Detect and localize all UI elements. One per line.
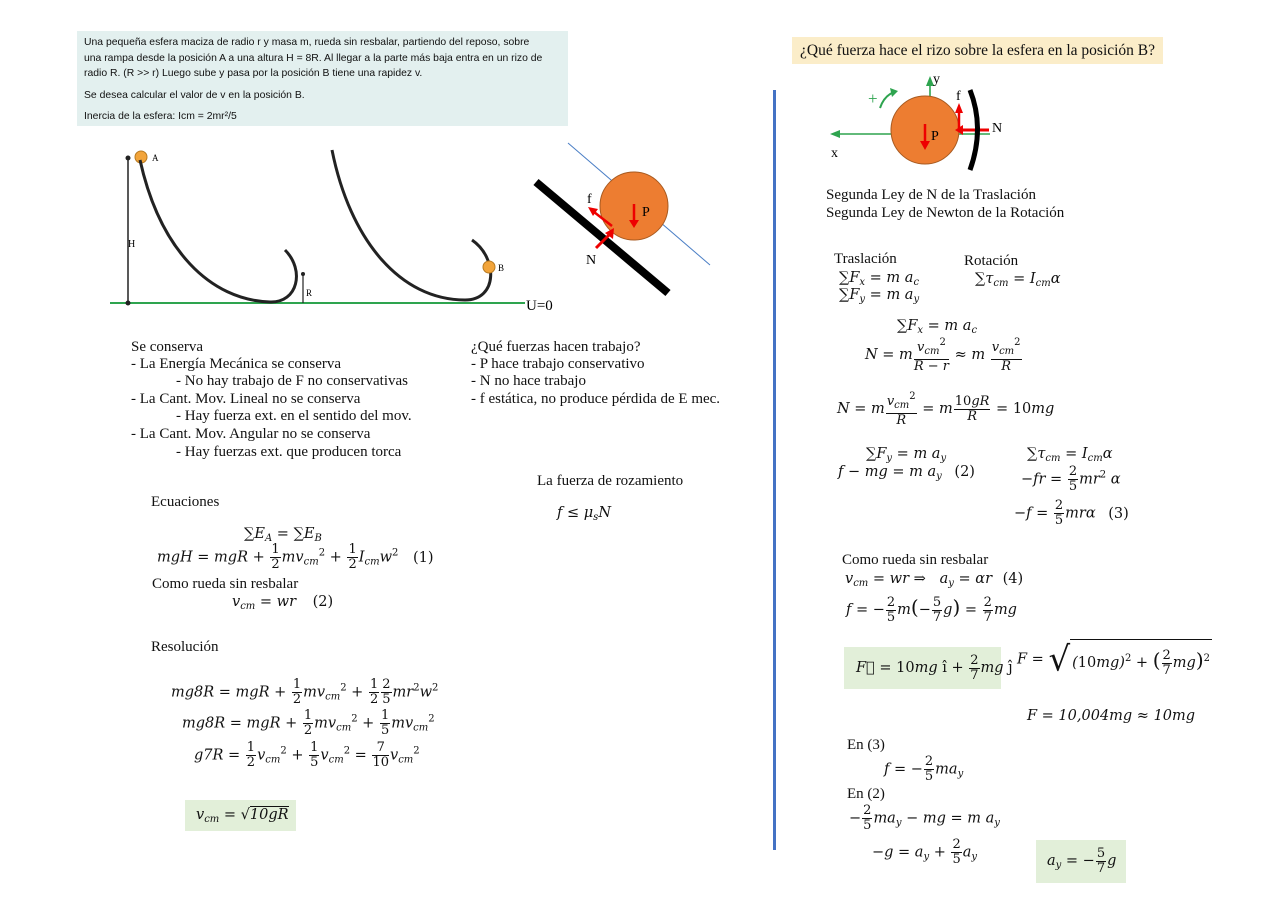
problem-line-2: una rampa desde la posición A a una altura H = 8R. Al llegar a la parte más baja entra en un rizo de [84, 52, 543, 64]
en-3-label: En (3) [847, 737, 885, 753]
result-ay: $a_y$ = − $\frac{5}{7}$ g [1036, 840, 1126, 883]
eq-sumtau: $\sum\tau_{cm} = I_{cm}\alpha$ [975, 271, 1061, 289]
label-a: A [152, 153, 159, 163]
trabajo-item-3: - f estática, no produce pérdida de E mec. [471, 391, 721, 407]
problem-line-4: Se desea calcular el valor de v en la posición B. [84, 89, 305, 101]
ley-rotacion: Segunda Ley de Newton de la Rotación [826, 205, 1065, 221]
resolucion-title: Resolución [151, 639, 219, 655]
label-n: N [586, 253, 597, 268]
problem-line-1: Una pequeña esfera maciza de radio r y masa m, rueda sin resbalar, partiendo del reposo, sobre [84, 37, 530, 48]
eq-fy-expanded: f − mg = m $a_y$ (2) [838, 464, 975, 482]
result-vcm: $v_{cm} = √10gR$ [185, 800, 296, 831]
ground-label: U=0 [526, 298, 553, 314]
ramp-loop-figure [100, 140, 553, 320]
fig-label-n: N [992, 121, 1003, 136]
rotacion-title: Rotación [964, 253, 1019, 269]
height-top-dot [126, 156, 131, 161]
conserva-item-6: - Hay fuerzas ext. que producen torca [176, 444, 402, 460]
trabajo-item-2: - N no hace trabajo [471, 373, 586, 389]
label-p: P [642, 205, 650, 220]
eq-normal-2: N = m $\frac{v_{cm}^2}{R}$ = m $\frac{10gR}{R}$ = 10mg [837, 391, 1055, 428]
fig-label-f: f [956, 89, 961, 104]
incline-figure [530, 140, 720, 305]
res-line-1: mg8R = mgR + $\frac{1}{2}$ $mv_{cm}^2$ + $\frac{1}{2}$ $\frac{2}{5}$ $mr^2w^2$ [171, 677, 439, 707]
eq-1-tag: (1) [412, 549, 434, 566]
eq-2-tag: (2) [312, 594, 334, 610]
f-arrow [955, 103, 963, 113]
height-bottom-dot [126, 301, 131, 306]
eq-normal-1: N = m $\frac{v_{cm}^2}{R - r}$ ≈ m $\frac{v_{cm}^2}{R}$ [865, 337, 1021, 374]
eq-en2-a: − $\frac{2}{5}$ $ma_y$ − mg = m $a_y$ [849, 803, 1000, 833]
eq-sumfx: $\sum F_x = m$ $a_c$ [839, 270, 920, 288]
tag-4: (4) [1002, 571, 1024, 587]
ramp-curve-a [140, 160, 296, 302]
axis-x: x [831, 146, 838, 161]
trabajo-item-1: - P hace trabajo conservativo [471, 356, 645, 372]
label-r: R [306, 288, 313, 298]
tag-2: (2) [954, 464, 975, 480]
conserva-item-1: - La Energía Mecánica se conserva [131, 356, 342, 372]
trabajo-title: ¿Qué fuerzas hacen trabajo? [471, 339, 641, 355]
x-axis-arrow [830, 130, 840, 138]
conserva-item-2: - No hay trabajo de F no conservativas [176, 373, 409, 389]
conserva-title: Se conserva [131, 339, 204, 355]
label-f: f [587, 192, 592, 207]
eq-sumfy-2: $\sum F_y = m$ $a_y$ [866, 446, 947, 464]
conserva-item-4: - Hay fuerza ext. en el sentido del mov. [176, 408, 412, 424]
res-line-2: mg8R = mgR + $\frac{1}{2}$ $mv_{cm}^2$ + $\frac{1}{5}$ $mv_{cm}^2$ [182, 708, 435, 738]
eq-sumtau-2: $\sum\tau_{cm} = I_{cm}\alpha$ [1027, 446, 1113, 464]
problem-line-5: Inercia de la esfera: Icm = 2mr²/5 [84, 111, 237, 122]
eq-4: $v_{cm}$ = wr ⇒ $a_y = \alpha r$ (4) [845, 571, 1024, 589]
label-h: H [128, 239, 136, 250]
conserva-item-5: - La Cant. Mov. Angular no se conserva [131, 426, 371, 442]
label-b: B [498, 263, 505, 273]
column-divider [773, 90, 776, 850]
axis-y: y [933, 72, 940, 87]
result-force-vector: F⃗ = 10mg î + $\frac{2}{7}$ mg ĵ [844, 647, 1001, 689]
ley-traslacion: Segunda Ley de N de la Traslación [826, 187, 1036, 203]
rueda-left: Como rueda sin resbalar [152, 576, 299, 592]
sphere-b [483, 261, 495, 273]
rotation-arrow [890, 88, 898, 97]
conserva-item-3: - La Cant. Mov. Lineal no se conserva [131, 391, 361, 407]
eq-1: mgH = mgR + $\frac{1}{2}$ $mv_{cm}^2$ + $\frac{1}{2}$ $I_{cm}w^2$ (1) [157, 542, 434, 572]
eq-sumfx-2: $\sum F_x = m$ $a_c$ [897, 318, 978, 336]
eq-en3: f = − $\frac{2}{5}$ $ma_y$ [884, 754, 964, 784]
eq-sumfy: $\sum F_y = m$ $a_y$ [839, 287, 920, 305]
problem-line-3: radio R. (R >> r) Luego sube y pasa por la posición B tiene una rapidez v. [84, 68, 423, 79]
right-question: ¿Qué fuerza hace el rizo sobre la esfera en la posición B? [792, 37, 1163, 64]
result-force-approx: F = 10,004mg ≈ 10mg [1027, 708, 1196, 724]
rueda-right: Como rueda sin resbalar [842, 552, 989, 568]
eq-2: $v_{cm}$ = wr (2) [232, 594, 334, 612]
eq-torque: −fr = $\frac{2}{5}$ $mr^2$ α [1021, 464, 1121, 494]
eq-friction-3: −f = $\frac{2}{5}$ mrα (3) [1014, 498, 1129, 528]
loop-force-figure [820, 68, 1020, 168]
en-2-label: En (2) [847, 786, 885, 802]
traslacion-title: Traslación [834, 251, 897, 267]
eq-force-magnitude: F = √ $(10mg)^2$ + ( $\frac{2}{7}$ mg)$^2$ [1017, 639, 1211, 680]
eq-energy-sum: $\sum E_A = \sum E_B$ [244, 526, 322, 544]
ecuaciones-title: Ecuaciones [151, 494, 220, 510]
tag-3: (3) [1108, 505, 1129, 522]
problem-statement [77, 31, 568, 126]
fig-label-p: P [931, 129, 939, 144]
res-line-3: g7R = $\frac{1}{2}$ $v_{cm}^2$ + $\frac{1}{5}$ $v_{cm}^2$ = $\frac{7}{10}$ $v_{cm}^2$ [194, 740, 420, 770]
eq-en2-b: $-g = a_y$ + $\frac{2}{5}$ $a_y$ [872, 837, 978, 867]
rozamiento-eq: $f \le \mu_sN$ [557, 505, 611, 523]
rozamiento-title: La fuerza de rozamiento [537, 473, 684, 489]
plus-sign: + [868, 89, 878, 108]
ramp-curve-b [332, 150, 491, 300]
eq-friction-value: f = − $\frac{2}{5}$ m(− $\frac{5}{7}$ g) = $\frac{2}{7}$ mg [846, 594, 1017, 625]
